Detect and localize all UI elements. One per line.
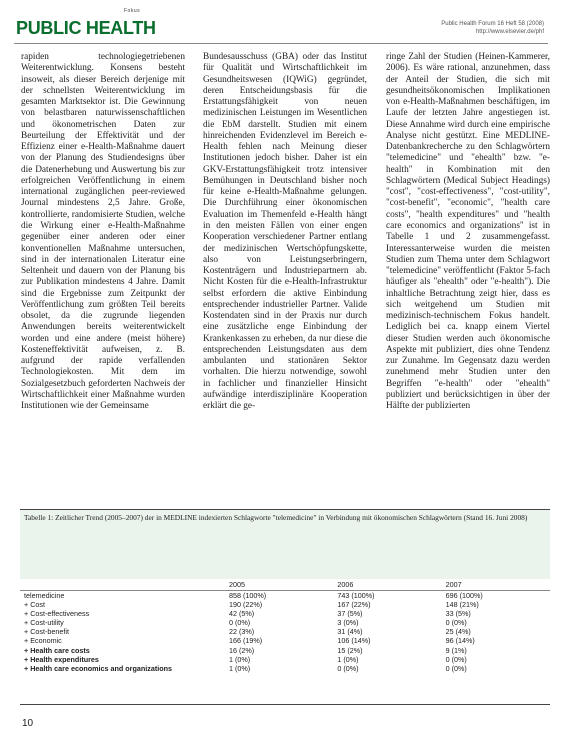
table-row bbox=[20, 609, 550, 618]
row-value: 25 (4%) bbox=[445, 627, 471, 637]
row-value: 0 (0%) bbox=[229, 617, 251, 627]
row-value: 22 (3%) bbox=[229, 627, 255, 637]
row-value: 0 (0%) bbox=[445, 654, 467, 664]
row-value: 858 (100%) bbox=[225, 590, 333, 600]
row-value: 9 (1%) bbox=[445, 645, 467, 655]
row-value: 3 (0%) bbox=[337, 617, 359, 627]
table-header-2005: 2005 bbox=[229, 580, 245, 590]
table-row bbox=[20, 627, 550, 636]
header-journal-line: Public Health Forum 16 Heft 58 (2008) bbox=[441, 21, 544, 27]
header-url-line: http://www.elsevier.de/phf bbox=[475, 29, 544, 35]
row-value: 15 (2%) bbox=[337, 645, 363, 655]
row-value: 166 (19%) bbox=[229, 636, 263, 646]
data-table bbox=[20, 580, 550, 673]
row-value: 0 (0%) bbox=[445, 617, 467, 627]
row-label: + Cost-effectiveness bbox=[24, 608, 90, 618]
row-value: 743 (100%) bbox=[333, 590, 441, 600]
table-body bbox=[20, 590, 550, 673]
text-column-3 bbox=[386, 52, 550, 504]
row-value: 696 (100%) bbox=[442, 590, 550, 600]
header-rule bbox=[14, 43, 548, 44]
table-row bbox=[20, 600, 550, 609]
text-column-1 bbox=[21, 52, 185, 504]
header-info bbox=[441, 20, 544, 36]
table-row bbox=[20, 664, 550, 673]
row-value: 190 (22%) bbox=[229, 599, 263, 609]
table-header-row bbox=[20, 580, 550, 590]
row-label: + Health care economics and organizations bbox=[24, 663, 172, 673]
row-value: 0 (0%) bbox=[445, 663, 467, 673]
table-header-label bbox=[20, 580, 225, 590]
row-value: 31 (4%) bbox=[337, 627, 363, 637]
logo-kicker: Fokus bbox=[124, 8, 141, 14]
table-header-2006: 2006 bbox=[337, 580, 354, 590]
column-3-text: ringe Zahl der Studien (Heinen-Kammerer, 2006). Es wäre rational, anzunehmen, dass der Anteil der Studien, die sich mit gesundheitsökonomischen Implikationen von e-Health-Maßnahmen beschäftigen, im Laufe der letzten Jahre angestiegen ist. Diese Annahme wird durch eine empirische Analyse nicht gestützt. Eine MEDLINE-Datenbankrecherche zu den Schlagwörtern "telemedicine" und "ehealth" bzw. "e-health" in Kombination mit den Schlagwörtern (Medical Subject Headings) "cost", "cost-effectiveness", "cost-utility", "cost-benefit", "economic", "health care costs", "health expenditures" und "health care economics and organizations" ist in Tabelle 1 und 2 zusammengefasst. Interessanterweise wurden die meisten Studien zum Thema unter dem Schlagwort "telemedicine" veröffentlicht (Faktor 5-fach häufiger als "ehealth" oder "e-health"). Die inhaltliche Betrachtung zeigt hier, dass es sich weitgehend um Studien mit medizinisch-technischem Fokus handelt. Lediglich bei ca. knapp einem Viertel dieser Studien werden auch ökonomische Aspekte mit publiziert, dies ohne Tendenz zur Zunahme. Im Gegensatz dazu werden zunehmend mehr Studien unter den Begriffen "e-health" oder "ehealth" publiziert und berücksichtigen in über der Hälfte der publizierten bbox=[386, 52, 550, 412]
journal-logo: PUBLIC HEALTH bbox=[16, 18, 156, 38]
row-label: + Cost bbox=[24, 599, 45, 609]
row-value: 42 (5%) bbox=[229, 608, 255, 618]
row-value: 37 (5%) bbox=[337, 608, 363, 618]
text-column-2 bbox=[203, 52, 367, 504]
page-number: 10 bbox=[22, 718, 34, 729]
row-value: 148 (21%) bbox=[445, 599, 479, 609]
table-caption: Tabelle 1: Zeitlicher Trend (2005–2007) der in MEDLINE indexierten Schlagworte "telemedicine" in Verbindung mit ökonomischen Schlagwörtern (Stand 16. Juni 2008) bbox=[24, 513, 528, 522]
row-value: 106 (14%) bbox=[337, 636, 371, 646]
row-value: 167 (22%) bbox=[337, 599, 371, 609]
row-label: + Economic bbox=[24, 636, 62, 646]
table-row bbox=[20, 618, 550, 627]
table-header-2007: 2007 bbox=[445, 580, 462, 590]
row-label: + Health expenditures bbox=[24, 654, 99, 664]
row-value: 96 (14%) bbox=[445, 636, 475, 646]
row-value: 1 (0%) bbox=[229, 654, 251, 664]
row-label: + Cost-utility bbox=[24, 617, 64, 627]
row-value: 0 (0%) bbox=[337, 663, 359, 673]
table-row bbox=[20, 590, 550, 600]
row-label: + Cost-benefit bbox=[24, 627, 69, 637]
table-row bbox=[20, 645, 550, 654]
row-value: 1 (0%) bbox=[337, 654, 359, 664]
row-value: 1 (0%) bbox=[229, 663, 251, 673]
table-row bbox=[20, 636, 550, 645]
table-1 bbox=[20, 509, 550, 705]
row-label: + Health care costs bbox=[24, 645, 90, 655]
column-2-text: Bundesausschuss (GBA) oder das Institut für Qualität und Wirtschaftlichkeit im Gesundheitswesen (IQWiG) gegründet, deren Entscheidungsbasis für die Erstattungsfähigkeit von neuen medizinischen Leistungen im Wesentlichen die EbM darstellt. Studien mit einem hinreichenden Evidenzlevel im Bereich e-Health fehlen nach Meinung dieser Institutionen jedoch bisher. Daher ist ein GKV-Erstattungsfähigkeit trotz intensiver Bemühungen in Deutschland bisher noch für keine e-Health-Maßnahme gelungen. Die Durchführung einer ökonomischen Evaluation im Themenfeld e-Health hängt in den meisten Fällen von einer engen Kooperation verschiedener Partner entlang der medizinischen Wertschöpfungskette, also von Leistungserbringern, Kostenträgern und Industriepartnern ab. Nicht Kosten für die e-Health-Infrastruktur selbst erfordern die aktive Einbindung entsprechender industrieller Partner. Valide Kostendaten sind in der Praxis nur durch eine zusätzliche enge Einbindung der Krankenkassen zu erheben, da nur diese die entsprechenden Leistungsdaten aus dem ambulanten und stationären Sektor vorhalten. Die hierzu notwendige, sowohl in fachlicher und finanzieller Hinsicht aufwändige interdisziplinäre Kooperation erklärt die ge- bbox=[203, 52, 367, 412]
row-value: 16 (2%) bbox=[229, 645, 255, 655]
column-1-text: rapiden technologiegetriebenen Weiterentwicklung. Konsens besteht insoweit, als dieser Bereich derjenige mit der schnellsten Weiterentwicklung im gesamten Marktsektor ist. Die Gewinnung von belastbaren naturwissenschaftlichen und ökonometrischen Daten zur Beurteilung der Effektivität und der Effizienz einer e-Health-Maßnahme dauert von der Planung des Studiendesigns über die Datenerhebung und Auswertung bis zur erfolgreichen Veröffentlichung in einem international zugänglichen peer-reviewed Journal mindestens 2,5 Jahre. Große, kontrollierte, randomisierte Studien, welche die Wirkung einer e-Health-Maßnahme gegenüber einer anderen oder einer konventionellen Maßnahme untersuchen, sind in der internationalen Literatur eine Seltenheit und dauern von der Planung bis zur Publikation mindestens 4 Jahre. Damit sind die Ergebnisse zum Zeitpunkt der Veröffentlichung zum größten Teil bereits obsolet, da die zugrunde liegenden Anwendungen bereits weiterentwickelt worden und eine andere (meist höhere) Kosteneffektivität aufweisen, z. B. aufgrund der rapide verfallenden Technologiekosten. Mit dem im Sozialgesetzbuch geforderten Nachweis der Wirtschaftlichkeit einer Maßnahme wurden Institutionen wie der Gemeinsame bbox=[21, 52, 185, 412]
row-label: telemedicine bbox=[20, 590, 225, 600]
row-value: 33 (5%) bbox=[445, 608, 471, 618]
masthead bbox=[14, 6, 548, 42]
table-row bbox=[20, 655, 550, 664]
